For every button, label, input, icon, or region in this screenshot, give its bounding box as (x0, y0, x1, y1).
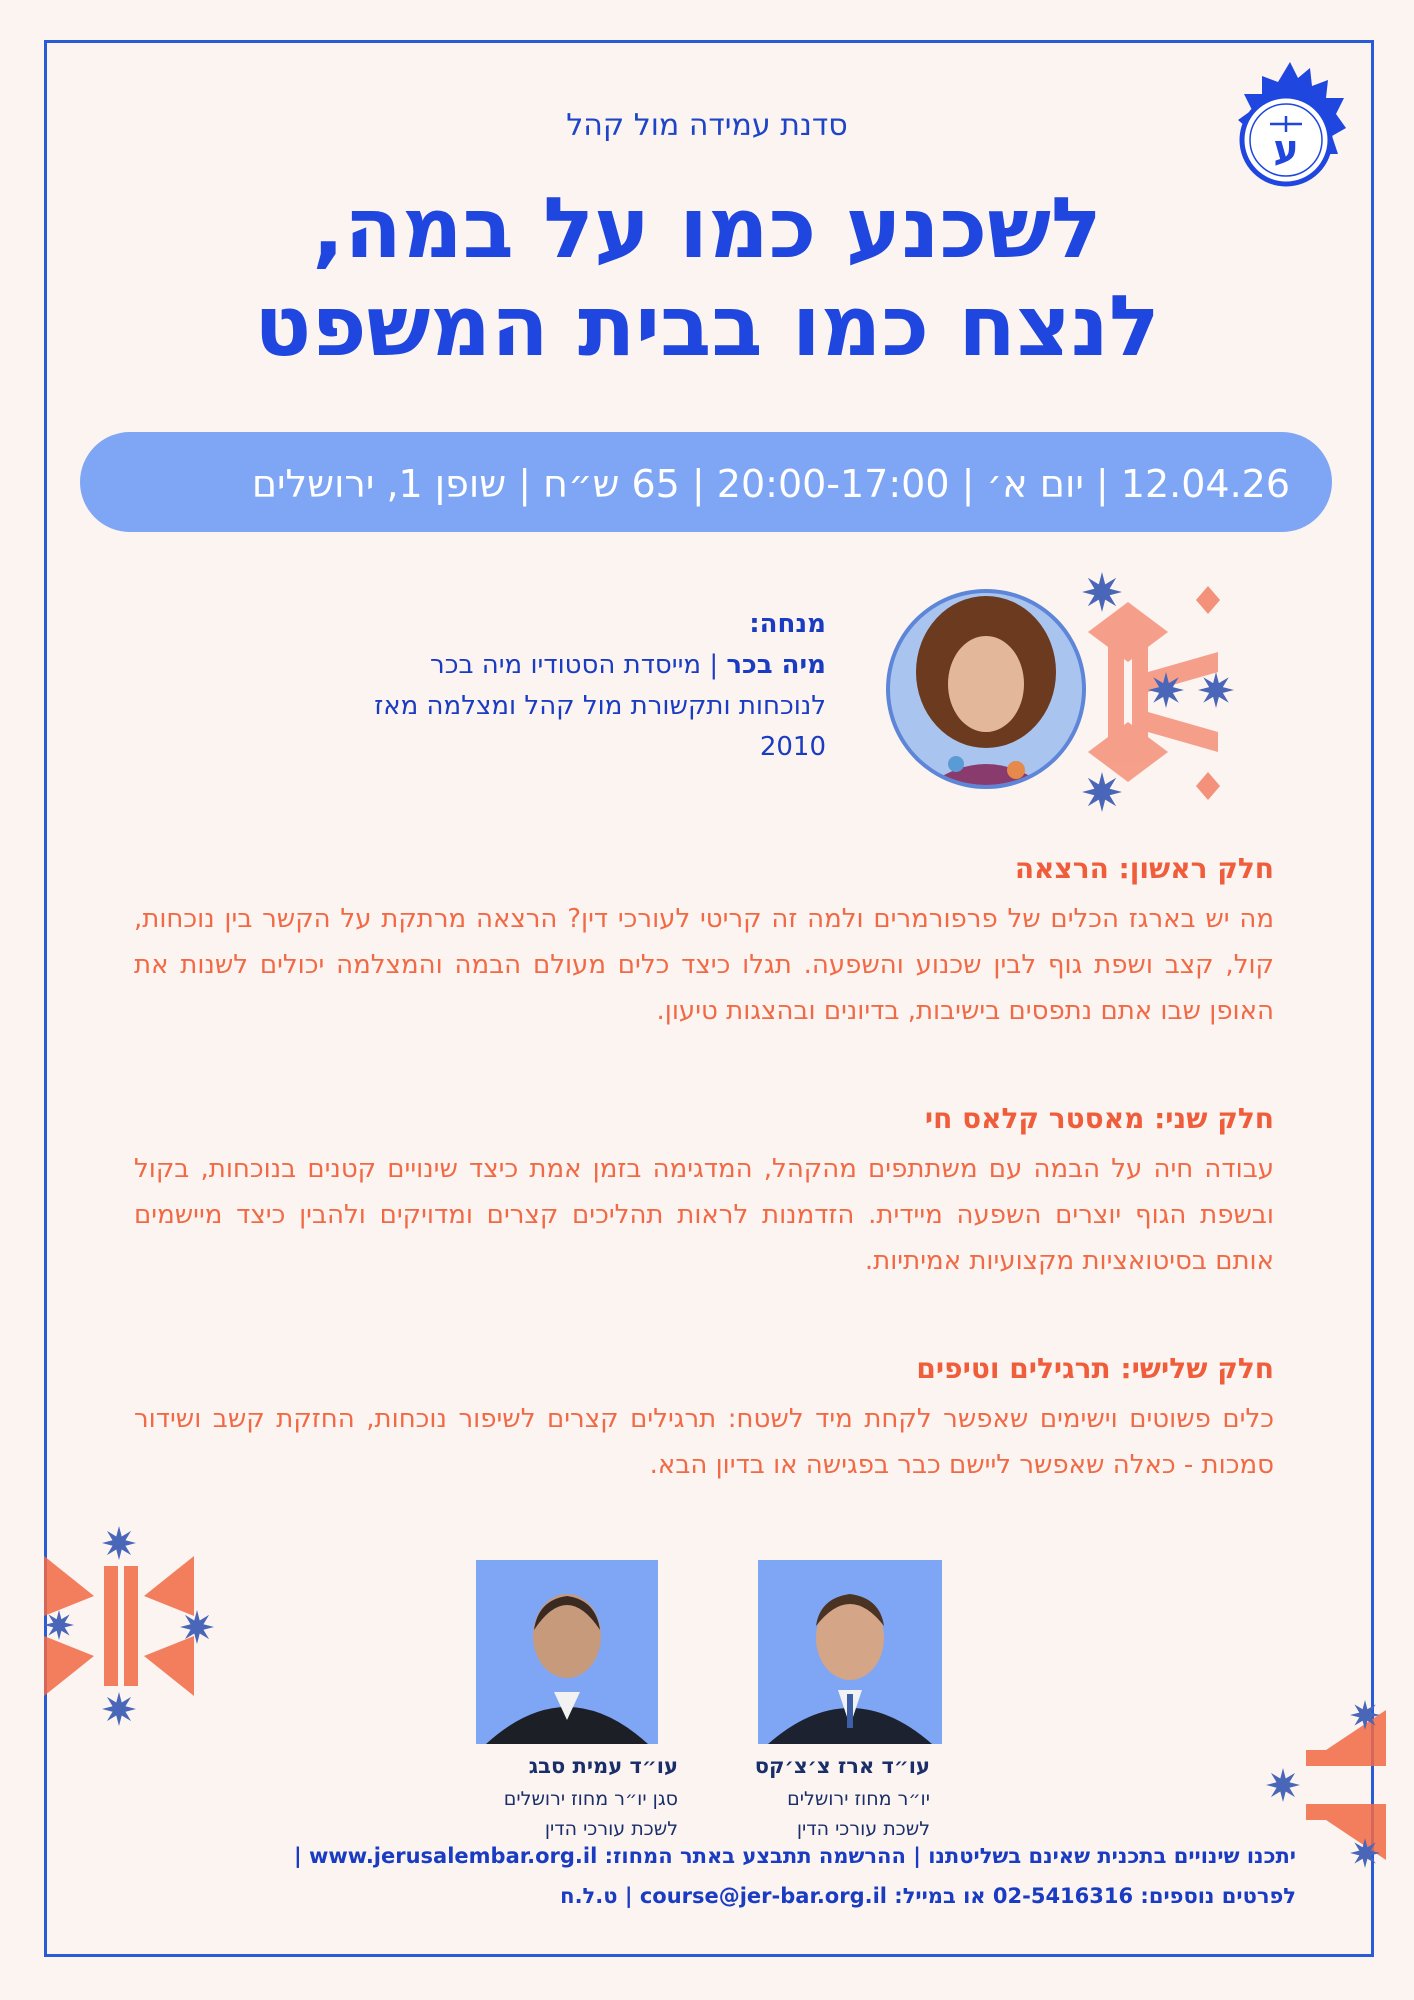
person-photo (476, 1560, 658, 1744)
host-title: | מייסדת הסטודיו מיה בכר (430, 650, 719, 680)
person-name: עו״ד ארז צ׳צ׳קס (754, 1754, 930, 1778)
section-body: כלים פשוטים וישימים שאפשר לקחת מיד לשטח: תרגילים קצרים לשיפור נוכחות, החזקת קשב ושידור סמכות - כאלה שאפשר ליישם כבר בפגישה או בדיון הבא. (134, 1404, 1274, 1480)
person-card (720, 1754, 930, 1844)
section-body: מה יש בארגז הכלים של פרפורמרים ולמה זה קריטי לעורכי דין? הרצאה מרתקת על הקשר בין נוכחות, קול, קצב ושפת גוף לבין שכנוע והשפעה. תגלו כיצד כלים מעולם הבמה והמצלמה יכולים לשנות את האופן שבו אתם נתפסים בישיבות, בדיונים ובהצגות טיעון. (134, 904, 1274, 1026)
decorative-pattern-icon (44, 1526, 214, 1726)
host-description: לנוכחות ותקשורת מול קהל ומצלמה מאז (374, 691, 826, 721)
host-block (266, 604, 826, 768)
person-role: יו״ר מחוז ירושלים (787, 1788, 930, 1810)
person-org: לשכת עורכי הדין (544, 1818, 678, 1840)
section-heading: חלק שני: מאסטר קלאס חי (924, 1102, 1274, 1135)
person-org: לשכת עורכי הדין (796, 1818, 930, 1840)
person-role: סגן יו״ר מחוז ירושלים (503, 1788, 678, 1810)
workshop-kicker: סדנת עמידה מול קהל (566, 108, 848, 143)
svg-text:ע: ע (1273, 127, 1299, 171)
page-title-line2: לנצח כמו בבית המשפט (254, 277, 1160, 375)
section-heading: חלק ראשון: הרצאה (1014, 852, 1274, 885)
person-card (440, 1754, 678, 1844)
person-name: עו״ד עמית סבג (528, 1754, 678, 1778)
host-label: מנחה: (749, 609, 826, 639)
host-name: מיה בכר (726, 650, 826, 680)
host-name-line (266, 645, 826, 686)
footer-line1: יתכנו שינויים בתכנית שאינם בשליטתנו | ההרשמה תתבצע באתר המחוז: www.jerusalembar.org.il | (293, 1844, 1296, 1868)
host-photo (886, 574, 1086, 804)
section-heading: חלק שלישי: תרגילים וטיפים (916, 1352, 1274, 1385)
footer-line2: לפרטים נוספים: 02-5416316 או במייל: course@jer-bar.org.il | ט.ל.ח (560, 1884, 1296, 1908)
event-details-text: 12.04.26 | יום א׳ | 20:00-17:00 | 65 ש״ח | שופן 1, ירושלים (251, 462, 1290, 506)
person-photo (758, 1560, 942, 1744)
host-year: 2010 (759, 732, 826, 762)
page-title-line1: לשכנע כמו על במה, (312, 179, 1102, 277)
section-body: עבודה חיה על הבמה עם משתתפים מהקהל, המדגימה בזמן אמת כיצד שינויים קטנים בנוכחות, בקול ובשפת הגוף יוצרים השפעה מיידית. הזדמנות לראות תהליכים קצרים ומדויקים ולהבין כיצד מיישמים אותם בסיטואציות מקצועיות אמיתיות. (134, 1154, 1274, 1276)
